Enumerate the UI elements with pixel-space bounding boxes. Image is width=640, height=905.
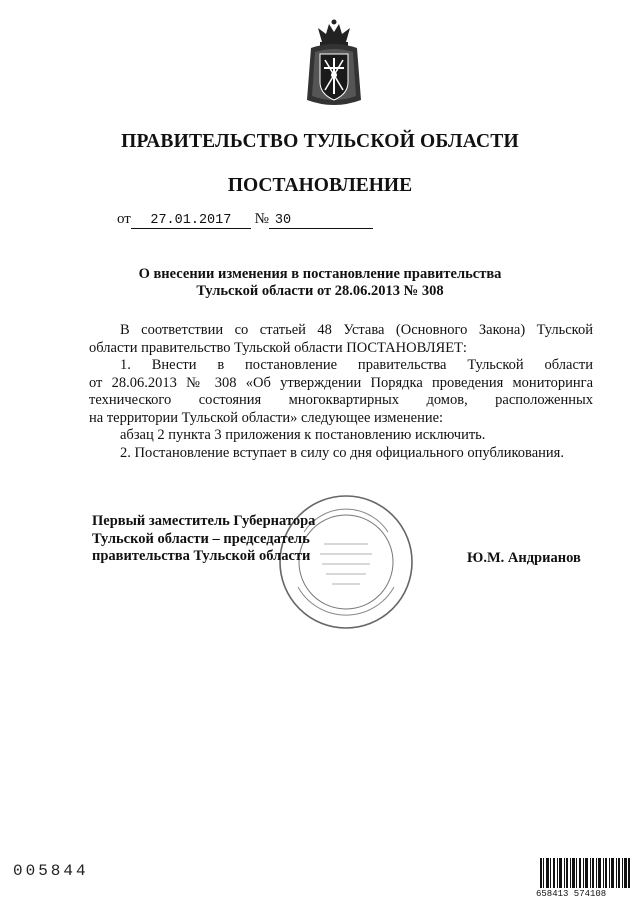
barcode-number: 658413 574108: [536, 889, 607, 899]
position-line-1: Первый заместитель Губернатора: [92, 513, 316, 529]
date-value: 27.01.2017: [131, 213, 251, 229]
date-number-line: [117, 211, 373, 229]
body-paragraph-3: абзац 2 пункта 3 приложения к постановлению исключить.: [120, 427, 486, 443]
position-line-2: Тульской области – председатель: [92, 530, 310, 547]
coat-of-arms-icon: [305, 18, 363, 108]
signatory-name: Ю.М. Андрианов: [467, 550, 581, 566]
registration-number: 005844: [13, 862, 89, 880]
title-line-1: О внесении изменения в постановление правительства: [138, 266, 502, 282]
title-line-2: Тульской области от 28.06.2013 № 308: [196, 283, 444, 299]
number-value: 30: [269, 213, 373, 229]
body-paragraph-2-line-3: технического состояния многоквартирных домов, расположенных: [89, 392, 593, 408]
position-line-3: правительства Тульской области: [92, 548, 311, 564]
body-paragraph-2-line-2: от 28.06.2013 № 308 «Об утверждении Порядка проведения мониторинга: [89, 374, 593, 391]
body-paragraph-1-line-2: области правительство Тульской области ПОСТАНОВЛЯЕТ:: [89, 339, 467, 356]
number-prefix: №: [254, 211, 269, 227]
body-paragraph-4: 2. Постановление вступает в силу со дня официального опубликования.: [120, 444, 564, 461]
signatory-position: [92, 513, 315, 566]
document-body: [89, 322, 593, 462]
document-title: [0, 266, 640, 300]
date-prefix: от: [117, 211, 131, 227]
body-paragraph-1-line-1: В соответствии со статьей 48 Устава (Основного Закона) Тульской: [120, 322, 593, 338]
body-paragraph-2-line-4: на территории Тульской области» следующее изменение:: [89, 409, 444, 426]
document-type: ПОСТАНОВЛЕНИЕ: [227, 175, 413, 196]
body-paragraph-2-line-1: 1. Внести в постановление правительства Тульской области: [120, 357, 593, 373]
organization-name: ПРАВИТЕЛЬСТВО ТУЛЬСКОЙ ОБЛАСТИ: [121, 131, 519, 152]
